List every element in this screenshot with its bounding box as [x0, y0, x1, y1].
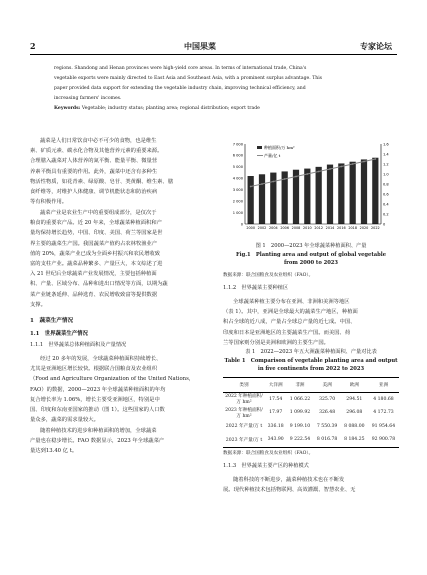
- text-line: 积占全球的近八成，产量占全球总产量的近七成。中国、: [223, 319, 356, 326]
- text-line: 值的 20%，蔬菜产业已成为全面乡村振兴和农民增收致: [30, 250, 160, 257]
- figure-caption-en-2: from 2000 to 2023: [283, 260, 339, 266]
- table-cell: 17.54: [265, 392, 286, 406]
- bar: [338, 163, 344, 224]
- text-line: 富的支柱产业。蔬菜品种繁多、产量巨大，本文综述了进: [30, 261, 163, 268]
- figure-caption-cn: 图 1 2000—2023 年全球蔬菜种植面积、产量: [255, 243, 367, 249]
- table-header: 非洲: [286, 378, 313, 393]
- bar: [350, 162, 356, 224]
- section-title: 专家论坛: [360, 41, 392, 51]
- legend-swatch-area: [257, 146, 262, 149]
- text-line: 食纤维等，对维护人体健康、调节机能状态和防治疾病: [30, 189, 158, 196]
- y-left-tick-label: 3 000: [232, 188, 243, 193]
- paragraph-regions: [223, 297, 399, 348]
- table-header: 亚洲: [368, 378, 399, 393]
- table-header: 欧洲: [341, 378, 368, 393]
- y-right-tick-label: 1.2: [383, 162, 389, 167]
- y-right-tick-label: 0.2: [383, 212, 389, 217]
- table-row: [223, 406, 399, 420]
- paragraph-output: [30, 426, 216, 457]
- x-tick-label: 2006: [280, 226, 289, 230]
- text-line: 粮食的重要农产品。近 20 年来，全球蔬菜种植面积和产: [30, 220, 162, 227]
- y-right-tick-label: 0.6: [383, 192, 389, 197]
- line-point: [374, 158, 376, 160]
- text-line: （表 1）。其中，亚洲是全球最大的蔬菜生产地区，种植面: [223, 309, 358, 316]
- bar: [270, 173, 276, 224]
- table-caption-en-1: Table 1 Comparison of vegetable planting area and output: [224, 358, 398, 364]
- line-point: [363, 161, 365, 163]
- table-cell: 343.90: [265, 433, 286, 447]
- table-cell: 2022 年产量/万 t: [225, 424, 263, 430]
- text-line: 兰等国家则分别是美洲和欧洲的主要生产国。: [223, 339, 329, 346]
- output-line: [251, 159, 376, 187]
- text-line: 蔬菜是人们日常饮食中必不可少的食物，也是维生: [40, 138, 157, 144]
- table-cell: 1 066.22: [286, 392, 313, 406]
- text-line: 量众多，蔬菜的需求量较大。: [30, 417, 99, 424]
- abstract-line: increasing farmers' incomes.: [54, 96, 122, 101]
- table-row: [223, 433, 399, 447]
- y-left-tick-label: 7 000: [232, 142, 243, 147]
- bar: [361, 159, 367, 224]
- table-cell: 17.97: [269, 410, 283, 416]
- text-line: 尤其是亚洲地区增长较快。根据联合国粮食及农业组织: [30, 366, 158, 373]
- legend-area: 种植面积/万 hm²: [264, 145, 295, 150]
- x-tick-label: 2002: [257, 226, 267, 230]
- table-header: 美洲: [314, 378, 341, 393]
- table-row: [223, 392, 399, 406]
- keywords-line: [54, 104, 374, 114]
- x-tick-label: 2016: [337, 226, 346, 230]
- y-right-tick-label: 1.4: [383, 152, 389, 157]
- bar: [327, 165, 333, 224]
- table-header: 大洋洲: [265, 378, 286, 393]
- bar: [304, 169, 310, 224]
- y-left-tick-label: 4 000: [232, 176, 243, 181]
- line-point: [284, 178, 286, 180]
- text-line: 经过 20 多年的发展，全球蔬菜种植面积持续增长、: [40, 356, 162, 362]
- table-cell: 91 954.64: [371, 423, 396, 429]
- text-line: 展。现代种植技术包括物联网、高效灌溉、智慧农业、无: [223, 487, 356, 494]
- table-cell: 296.08: [346, 410, 363, 416]
- text-line: 合理膳入蔬菜对人体营养的氮平衡、能量平衡、微量营: [30, 158, 158, 165]
- paragraph-area-growth: [30, 354, 216, 425]
- text-line: 国、印度和东南亚国家的推动（图 1）。这些国家的人口数: [30, 407, 165, 414]
- x-tick-label: 2014: [325, 226, 335, 230]
- section-heading-1-1: 1.1 世界蔬菜生产情况: [30, 331, 88, 337]
- text-line: 素、矿质元素、碳水化合物及其他营养元素的重要来源。: [30, 148, 163, 155]
- table-cell: 8 184.25: [341, 433, 368, 447]
- line-point: [340, 166, 342, 168]
- intro-paragraph-1: [30, 136, 216, 207]
- text-line: 随着种植技术的进步和种植面积的增加，全球蔬菜: [40, 428, 157, 434]
- table-cell: 1 099.92: [289, 410, 311, 416]
- y-right-tick-label: 1.6: [383, 142, 389, 147]
- table-cell: 2022 年种植面积/万 hm²: [223, 392, 265, 406]
- line-point: [250, 186, 252, 188]
- section-heading-1-1-2: 1.1.2 世界蔬菜主要种植区: [223, 285, 289, 291]
- table-cell: 9 199.10: [289, 423, 311, 429]
- legend-output: 产量/亿 t: [264, 153, 281, 158]
- text-line: 量均保持增长趋势，中国、印度、美国、荷兰等国家是世: [30, 230, 163, 237]
- table-row: [223, 420, 399, 434]
- table-cell: 2023 年产量/万 t: [223, 433, 265, 447]
- x-tick-label: 2012: [314, 226, 323, 230]
- y-right-tick-label: 1.0: [383, 172, 389, 177]
- table-cell: 9 222.54: [286, 433, 313, 447]
- table-cell: 4 180.68: [368, 392, 399, 406]
- line-point: [261, 183, 263, 185]
- table-cell: 92 900.78: [368, 433, 399, 447]
- text-line: 产量也在稳步增长。FAO 数据显示，2023 年全球蔬菜产: [30, 438, 165, 445]
- bar: [372, 158, 378, 224]
- y-left-tick-label: 1 000: [232, 210, 243, 215]
- table-cell: 336.18: [267, 423, 284, 429]
- figure-caption-en-1: Fig.1 Planting area and output of global vegetable: [235, 252, 387, 258]
- bar: [293, 170, 299, 224]
- header-rule: [30, 54, 397, 55]
- line-point: [318, 171, 320, 173]
- x-tick-label: 2018: [348, 226, 357, 230]
- text-line: 养素平衡具有重要的作用。此外，蔬菜中还含有多种生: [30, 168, 158, 175]
- line-point: [352, 163, 354, 165]
- table-cell: 326.48: [319, 410, 336, 416]
- text-line: 支撑。: [30, 301, 46, 308]
- x-tick-label: 2022: [371, 226, 380, 230]
- y-left-tick-label: 0: [240, 222, 243, 227]
- abstract: [54, 64, 374, 114]
- keywords-label: Keywords:: [54, 106, 81, 111]
- line-point: [295, 176, 297, 178]
- y-right-tick-label: 0.8: [383, 182, 389, 187]
- paragraph-planting-modes: [223, 475, 399, 495]
- x-tick-label: 2008: [291, 226, 301, 230]
- line-point: [329, 168, 331, 170]
- table-cell: 4 172.73: [373, 410, 394, 416]
- table-cell: 2023 年种植面积/万 hm²: [225, 407, 263, 419]
- y-right-tick-label: 0: [383, 222, 386, 227]
- table-1: [223, 377, 399, 448]
- x-tick-label: 2000: [246, 226, 255, 230]
- intro-paragraph-2: [30, 208, 216, 310]
- bar: [316, 167, 322, 224]
- text-line: （Food and Agriculture Organization of the United Nations，: [30, 376, 195, 383]
- abstract-line: vegetable exports were mainly directed to East Asia and Southeast Asia, with a prominent surplus advantage. This: [54, 76, 323, 81]
- table-source: 数据来源：联合国粮食及农业组织（FAO）。: [223, 451, 314, 456]
- y-right-tick-label: 0.4: [383, 202, 389, 207]
- text-line: FAO）的数据，2000—2023 年全球蔬菜种植面积的年均: [30, 386, 166, 393]
- text-line: 量达到13.40 亿 t。: [30, 448, 78, 455]
- table-header: 类别: [223, 378, 265, 393]
- bar: [259, 174, 265, 224]
- abstract-line: paper provided data support for extending the vegetable industry chain, improving technical efficiency, and: [54, 86, 306, 91]
- table-cell: 7 550.39: [316, 423, 338, 429]
- x-tick-label: 2004: [269, 226, 278, 230]
- table-caption-cn: 表 1 2022—2023 年五大洲蔬菜种植面积、产量对比表: [245, 349, 377, 355]
- x-tick-label: 2010: [303, 226, 312, 230]
- journal-title: 中国果菜: [184, 41, 216, 51]
- bar: [248, 176, 254, 224]
- section-heading-1-1-3: 1.1.3 世界蔬菜主要产区的种植模式: [223, 463, 309, 469]
- section-heading-1-1-1: 1.1.1 世界蔬菜总体种植面积及产量情况: [30, 342, 127, 348]
- text-line: 印度和日本是亚洲地区的主要蔬菜生产国。而美国、荷: [223, 329, 351, 336]
- table-caption-en-2: in five continents from 2022 to 2023: [257, 366, 365, 372]
- page-number: 2: [30, 41, 36, 51]
- text-line: 蔬菜产业是农业生产中的重要组成部分，是仅次于: [40, 210, 157, 216]
- abstract-line: regions. Shandong and Henan provinces were high-yield core areas. In terms of international trade, China's: [54, 66, 307, 71]
- text-line: 随着科技的不断进步，蔬菜种植技术也在不断发: [233, 477, 345, 483]
- line-point: [306, 173, 308, 175]
- figure-1-chart: [223, 136, 399, 238]
- text-line: 菜产业链条延伸、品种选育、农民增收致富等提供数据: [30, 291, 158, 298]
- text-line: 物活性物质，如花青素、绿原酸、皂苷、类黄酮、维生素、膳: [30, 178, 174, 185]
- table-cell: 325.70: [314, 392, 341, 406]
- table-cell: 294.51: [341, 392, 368, 406]
- y-left-tick-label: 2 000: [232, 199, 243, 204]
- figure-source: 数据来源：联合国粮食及农业组织（FAO）。: [223, 273, 314, 278]
- y-left-tick-label: 5 000: [232, 165, 243, 170]
- text-line: 界主要的蔬菜生产国。我国蔬菜产值约占农林牧渔业产: [30, 240, 158, 247]
- y-left-tick-label: 6 000: [232, 153, 243, 158]
- line-point: [272, 181, 274, 183]
- table-cell: 8 016.78: [314, 433, 341, 447]
- text-line: 等有积极作用。: [30, 199, 68, 206]
- section-heading-1: 1 蔬菜生产情况: [30, 318, 74, 324]
- keywords: Vegetable; industry status; planting area; regional distribution; export trade: [80, 106, 260, 111]
- text-line: 全球蔬菜种植主要分布在亚洲、非洲和美洲等地区: [233, 299, 350, 305]
- text-line: 积、产量、区域分布、品种和进出口情况等方面，以期为蔬: [30, 281, 168, 288]
- x-tick-label: 2020: [359, 226, 369, 230]
- text-line: 入 21 世纪后全球蔬菜产业发展情况，主要包括种植面: [30, 271, 157, 278]
- table-cell: 8 088.00: [344, 423, 365, 429]
- text-line: 复合增长率为 1.06%，增长主要受亚洲地区，特别是中: [30, 396, 160, 403]
